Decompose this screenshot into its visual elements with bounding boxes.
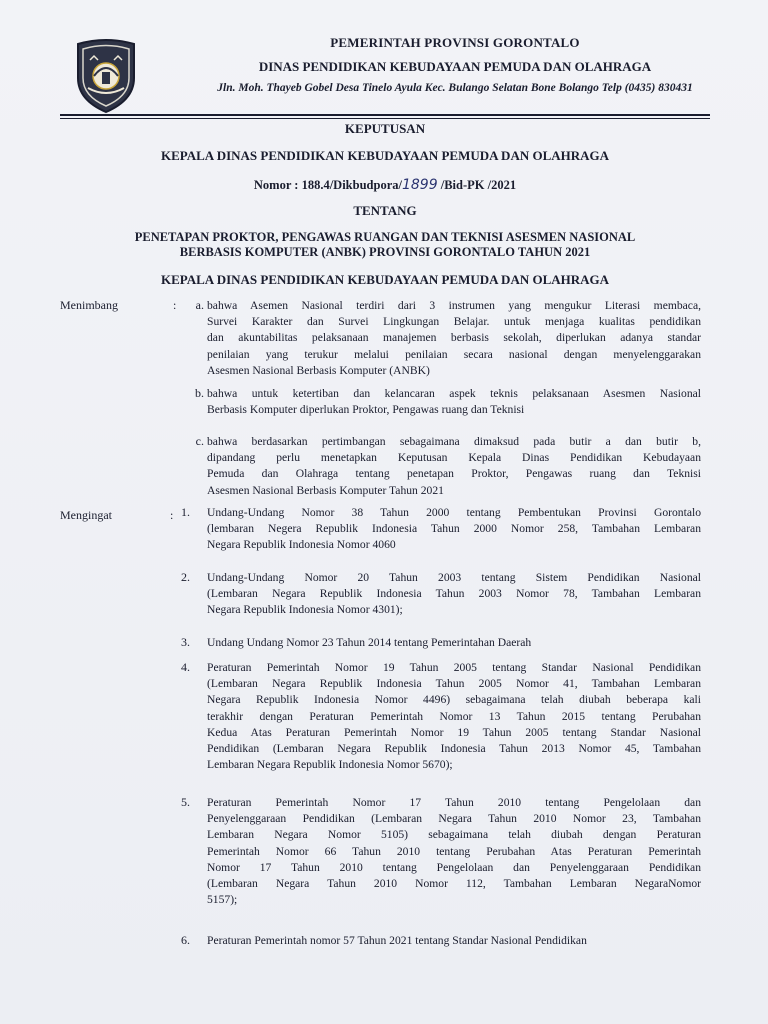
mengingat-item-marker: 2.	[181, 570, 190, 584]
about-heading: TENTANG	[353, 203, 417, 218]
menimbang-item	[207, 434, 701, 499]
menimbang-item-line: dan akuntabilitas pelaksanaan manajemen berbasis sekolah, diperlukan adanya standar	[207, 331, 701, 345]
mengingat-item-marker: 3.	[181, 635, 190, 649]
mengingat-item-line: Peraturan Pemerintah Nomor 19 Tahun 2005 tentang Standar Nasional Pendidikan	[207, 661, 701, 674]
menimbang-item	[207, 386, 701, 418]
mengingat-item-line: (Lembaran Negara Republik Indonesia Tahun 2005 Nomor 41, Tambahan Lembaran	[207, 677, 701, 691]
menimbang-item-line: Survei Karakter dan Survei Lingkungan Belajar. untuk menjaga kualitas pendidikan	[207, 315, 701, 329]
subject-line-1: PENETAPAN PROKTOR, PENGAWAS RUANGAN DAN TEKNISI ASESMEN NASIONAL	[134, 230, 636, 244]
mengingat-item-line: Negara Republik Indonesia Nomor 4060	[207, 538, 396, 552]
mengingat-item-line: Lembaran Negara Nomor 5105) sebagaimana telah diubah dengan Peraturan	[207, 828, 701, 842]
issuer-repeat: KEPALA DINAS PENDIDIKAN KEBUDAYAAN PEMUDA DAN OLAHRAGA	[160, 272, 610, 287]
menimbang-item-line: Pemuda dan Olahraga tentang penetapan Proktor, Pengawas ruang dan Teknisi	[207, 467, 701, 481]
provincial-coat-of-arms-icon	[72, 38, 140, 114]
menimbang-item-marker: a.	[195, 298, 204, 312]
menimbang-colon: :	[173, 298, 177, 312]
mengingat-item	[207, 505, 701, 554]
menimbang-label: Menimbang	[60, 298, 118, 312]
department-name: DINAS PENDIDIKAN KEBUDAYAAN PEMUDA DAN OLAHRAGA	[258, 59, 652, 74]
mengingat-item-line: Undang-Undang Nomor 38 Tahun 2000 tentang Pembentukan Provinsi Gorontalo	[207, 506, 701, 519]
mengingat-item-line: Nomor 17 Tahun 2010 tentang Pengelolaan dan Penyelenggaraan Pendidikan	[207, 860, 701, 874]
government-name: PEMERINTAH PROVINSI GORONTALO	[330, 35, 580, 50]
mengingat-item-line: (Lembaran Negara Republik Indonesia Tahun 2003 Nomor 78, Tambahan Lembaran	[207, 587, 701, 601]
mengingat-item	[207, 933, 701, 949]
menimbang-item-line: bahwa untuk ketertiban dan kelancaran aspek teknis pelaksanaan Asesmen Nasional	[207, 387, 701, 400]
mengingat-item-line: Peraturan Pemerintah Nomor 17 Tahun 2010 tentang Pengelolaan dan	[207, 796, 701, 809]
menimbang-item-line: Asesmen Nasional Berbasis Komputer (ANBK)	[207, 363, 430, 377]
mengingat-item	[207, 570, 701, 619]
mengingat-item-line: Pemerintah Nomor 66 Tahun 2010 tentang Perubahan Atas Peraturan Pemerintah	[207, 844, 701, 858]
menimbang-item-line: Berbasis Komputer diperlukan Proktor, Pengawas ruang dan Teknisi	[207, 403, 525, 417]
mengingat-item-line: Undang-Undang Nomor 20 Tahun 2003 tentang Sistem Pendidikan Nasional	[207, 571, 701, 584]
handwritten-number: 1899	[401, 177, 438, 193]
office-address: Jln. Moh. Thayeb Gobel Desa Tinelo Ayula Kec. Bulango Selatan Bone Bolango Telp (0435) 830431	[217, 82, 693, 94]
mengingat-item-line: Peraturan Pemerintah nomor 57 Tahun 2021 tentang Standar Nasional Pendidikan	[207, 934, 587, 947]
mengingat-item-marker: 1.	[181, 505, 190, 519]
mengingat-label: Mengingat	[60, 508, 112, 522]
mengingat-colon: :	[170, 508, 174, 522]
letterhead-divider-thin	[60, 118, 710, 119]
menimbang-item	[207, 298, 701, 379]
mengingat-item-marker: 4.	[181, 660, 190, 674]
mengingat-item-line: terakhir dengan Peraturan Pemerintah Nomor 13 Tahun 2015 tentang Perubahan	[207, 709, 701, 723]
number-suffix: /Bid-PK /2021	[437, 178, 517, 192]
mengingat-item-marker: 5.	[181, 795, 190, 809]
decision-issuer: KEPALA DINAS PENDIDIKAN KEBUDAYAAN PEMUDA DAN OLAHRAGA	[160, 148, 610, 163]
menimbang-item-line: Asesmen Nasional Berbasis Komputer Tahun 2021	[207, 483, 444, 497]
mengingat-item	[207, 660, 701, 773]
mengingat-item-line: 5157);	[207, 893, 238, 907]
menimbang-item-line: penilaian yang terukur melalui penilaian secara nasional dengan menyelenggarakan	[207, 347, 701, 361]
number-prefix: Nomor : 188.4/Dikbudpora/	[253, 178, 402, 192]
mengingat-item-line: (lembaran Negera Republik Indonesia Tahun 2000 Nomor 258, Tambahan Lembaran	[207, 522, 701, 536]
letterhead-divider	[60, 114, 710, 116]
menimbang-item-line: dipandang perlu menetapkan Keputusan Kepala Dinas Pendidikan Kebudayaan	[207, 451, 701, 465]
menimbang-item-line: bahwa berdasarkan pertimbangan sebagaimana dimaksud pada butir a dan butir b,	[207, 435, 701, 448]
mengingat-item-line: Penyelenggaraan Pendidikan (Lembaran Negara Tahun 2010 Nomor 23, Tambahan	[207, 812, 701, 826]
mengingat-item-line: Kedua Atas Peraturan Pemerintah Nomor 19 Tahun 2005 tentang Standar Nasional	[207, 725, 701, 739]
mengingat-item-line: Negara Republik Indonesia Nomor 4301);	[207, 603, 403, 617]
mengingat-item	[207, 795, 701, 908]
mengingat-item-line: Lembaran Negara Republik Indonesia Nomor 5670);	[207, 758, 453, 772]
mengingat-item-line: Pendidikan (Lembaran Negara Republik Indonesia Tahun 2013 Nomor 45, Tambahan	[207, 742, 701, 756]
menimbang-item-marker: c.	[195, 434, 204, 448]
subject-line-2: BERBASIS KOMPUTER (ANBK) PROVINSI GORONTALO TAHUN 2021	[179, 245, 591, 259]
mengingat-item-line: Undang Undang Nomor 23 Tahun 2014 tentang Pemerintahan Daerah	[207, 636, 532, 649]
menimbang-item-line: bahwa Asemen Nasional terdiri dari 3 instrumen yang mengukur Literasi membaca,	[207, 299, 701, 312]
mengingat-item	[207, 635, 701, 651]
menimbang-item-marker: b.	[195, 386, 204, 400]
decision-number	[60, 177, 710, 193]
mengingat-item-line: (Lembaran Negara Tahun 2010 Nomor 112, Tambahan Lembaran NegaraNomor	[207, 877, 701, 891]
decision-title: KEPUTUSAN	[344, 121, 426, 136]
mengingat-item-marker: 6.	[181, 933, 190, 947]
mengingat-item-line: Negara Republik Indonesia Nomor 4496) sebagaimana telah diubah beberapa kali	[207, 693, 701, 707]
